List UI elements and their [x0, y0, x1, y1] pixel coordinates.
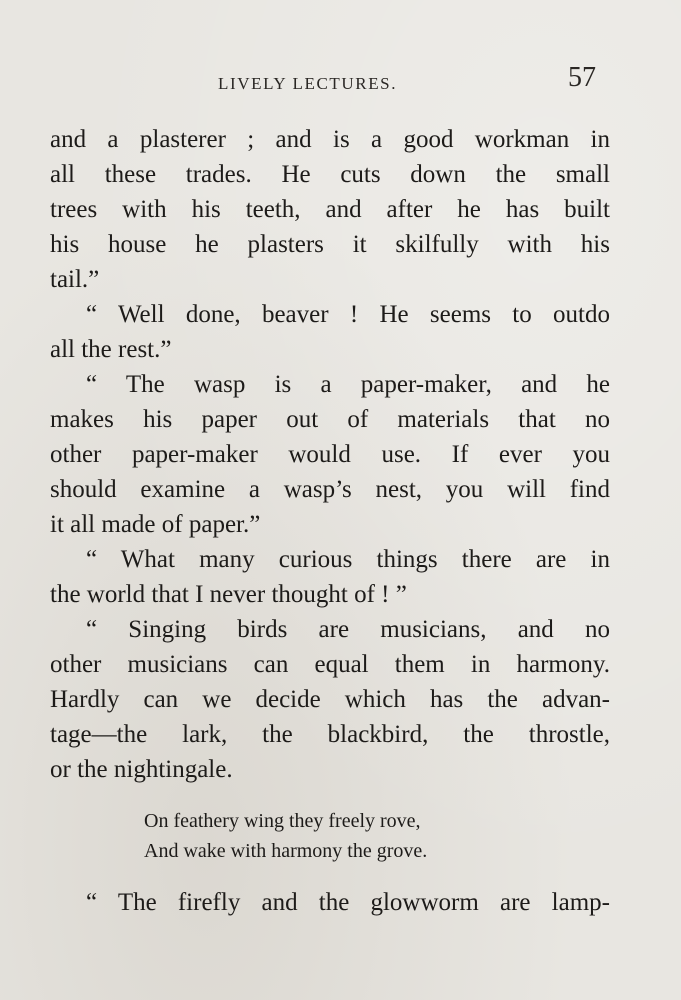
page-number: 57: [568, 62, 596, 93]
text-line: “ The firefly and the glowworm are lamp-: [86, 889, 610, 916]
text-line: “ The wasp is a paper-maker, and he: [86, 371, 610, 398]
final-paragraph: [50, 885, 610, 920]
text-line: all the rest.”: [50, 336, 172, 363]
text-line: “ Well done, beaver ! He seems to outdo: [86, 301, 610, 328]
body-text: [50, 122, 610, 787]
running-head: LIVELY LECTURES.: [218, 74, 398, 93]
text-line: tage—the lark, the blackbird, the throstle,: [50, 721, 610, 748]
text-line: makes his paper out of materials that no: [50, 406, 610, 433]
text-line: or the nightingale.: [50, 756, 233, 783]
verse-quote: [144, 806, 564, 866]
text-line: all these trades. He cuts down the small: [50, 161, 610, 188]
text-line: it all made of paper.”: [50, 511, 261, 538]
text-line: should examine a wasp’s nest, you will find: [50, 476, 610, 503]
text-line: the world that I never thought of ! ”: [50, 581, 407, 608]
text-line: tail.”: [50, 266, 100, 293]
text-line: trees with his teeth, and after he has built: [50, 196, 610, 223]
text-line: “ What many curious things there are in: [86, 546, 610, 573]
page-header: [0, 62, 681, 102]
text-line: other paper-maker would use. If ever you: [50, 441, 610, 468]
text-line: and a plasterer ; and is a good workman in: [50, 126, 610, 153]
text-line: his house he plasters it skilfully with his: [50, 231, 610, 258]
text-line: other musicians can equal them in harmony.: [50, 651, 610, 678]
verse-line: And wake with harmony the grove.: [144, 840, 428, 862]
text-line: Hardly can we decide which has the advan-: [50, 686, 610, 713]
verse-line: On feathery wing they freely rove,: [144, 810, 421, 832]
text-line: “ Singing birds are musicians, and no: [86, 616, 610, 643]
